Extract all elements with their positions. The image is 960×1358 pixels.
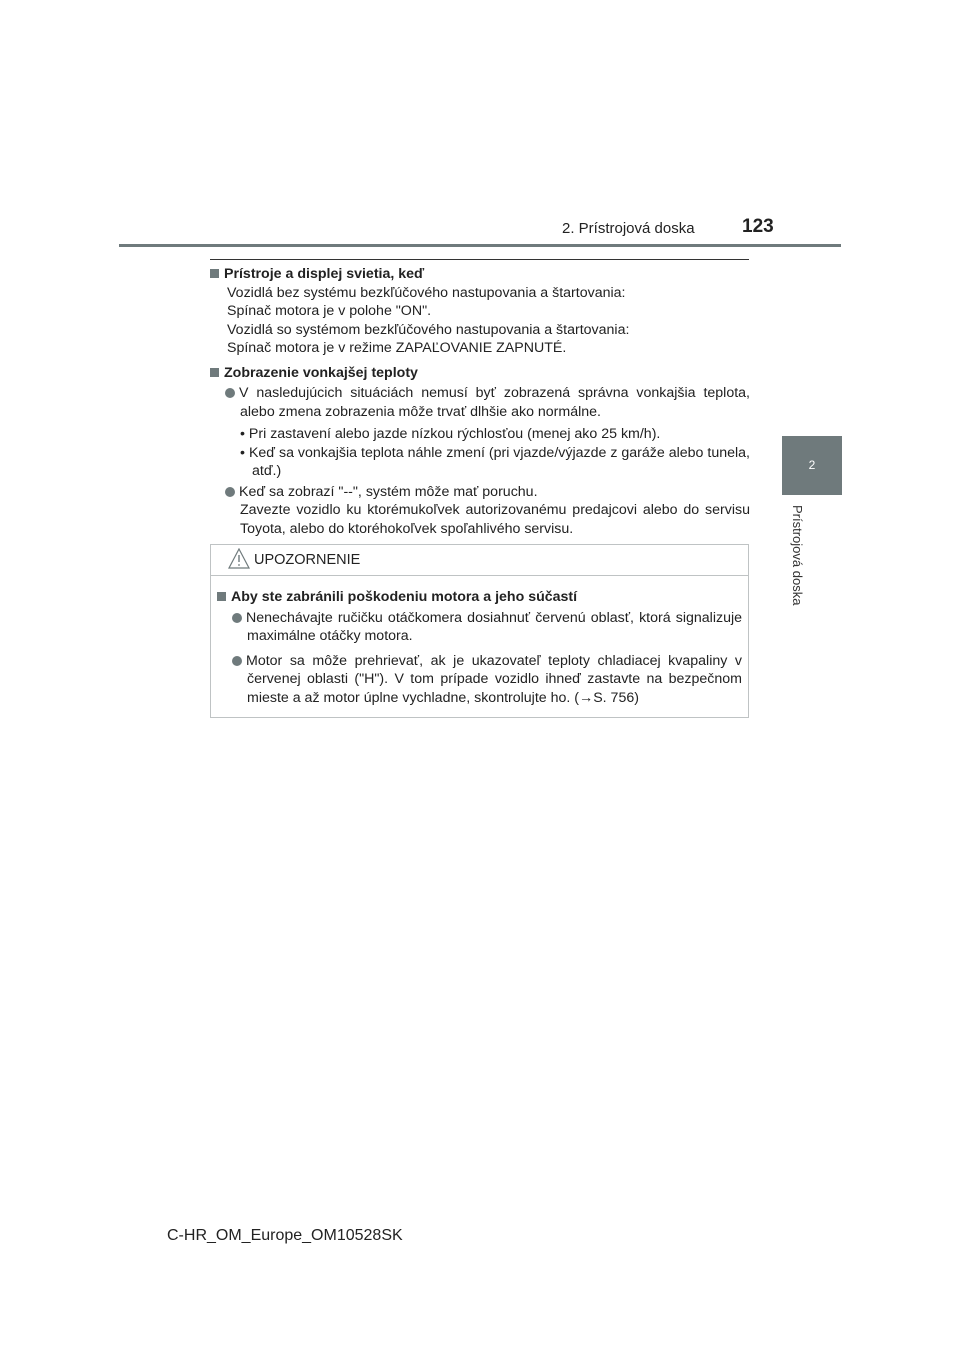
chapter-title: 2. Prístrojová doska [562, 220, 695, 237]
arrow-right-icon: → [579, 689, 594, 706]
body-line: Spínač motora je v režime ZAPAĽOVANIE ZAPNUTÉ. [227, 340, 567, 356]
list-item-text: V nasledujúcich situáciách nemusí byť zobrazená správna vonkajšia teplota, alebo zmena zobrazenia môže trvať dlhšie ako normálne. [239, 385, 750, 420]
caution-body [211, 576, 748, 707]
caution-item [217, 609, 742, 646]
section-heading [210, 265, 750, 284]
sub-list [210, 425, 750, 481]
section-heading-text: Zobrazenie vonkajšej teploty [224, 364, 418, 381]
list-item [210, 384, 750, 421]
body-line: Spínač motora je v polohe "ON". [227, 303, 432, 319]
page-number: 123 [742, 216, 774, 237]
caution-item-text: Nenechávajte ručičku otáčkomera dosiahnuť červenú oblasť, ktorá signalizuje maximálne otáčky motora. [246, 609, 742, 644]
main-content [210, 265, 750, 538]
chapter-tab-number: 2 [808, 458, 816, 472]
section-body [210, 284, 750, 358]
circle-bullet-icon [225, 487, 235, 497]
caution-item-text: Motor sa môže prehrievať, ak je ukazovateľ teploty chladiacej kvapaliny v červenej oblasti ("H"). V tom prípade vozidlo ihneď zastavte na bezpečnom mieste a až motor úplne vychladne, skontrolujte ho. [246, 652, 742, 706]
content-rule [210, 259, 749, 260]
chapter-tab [782, 436, 842, 495]
caution-title: UPOZORNENIE [254, 552, 361, 568]
list-item-text: Keď sa zobrazí "--", systém môže mať poruchu. [239, 483, 538, 500]
list-item [210, 483, 750, 539]
caution-box [210, 544, 749, 718]
caution-heading [217, 588, 742, 607]
square-bullet-icon [210, 368, 219, 377]
header-rule [119, 244, 841, 247]
caution-item: Motor sa môže prehrievať, ak je ukazovateľ teploty chladiacej kvapaliny v červenej oblasti ("H"). V tom prípade vozidlo ihneď zastavte na bezpečnom mieste a až motor úplne vychladne, skontrolujte ho. (→S. 756) [217, 652, 742, 708]
document-id: C-HR_OM_Europe_OM10528SK [167, 1227, 403, 1244]
body-line: Vozidlá bez systému bezkľúčového nastupovania a štartovania: [227, 284, 626, 301]
chapter-tab-label: Prístrojová doska [790, 505, 805, 606]
square-bullet-icon [210, 269, 219, 278]
circle-bullet-icon [225, 388, 235, 398]
page-reference-link[interactable]: S. 756 [593, 689, 635, 706]
body-line: Vozidlá so systémom bezkľúčového nastupovania a štartovania: [227, 321, 630, 338]
warning-triangle-icon [228, 548, 250, 570]
sub-list-item-text: Pri zastavení alebo jazde nízkou rýchlosťou (menej ako 25 km/h). [248, 426, 661, 442]
sub-list-item: • Pri zastavení alebo jazde nízkou rýchlosťou (menej ako 25 km/h). [240, 426, 661, 442]
circle-bullet-icon [232, 656, 242, 666]
caution-header [211, 545, 748, 576]
circle-bullet-icon [232, 613, 242, 623]
caution-heading-text: Aby ste zabránili poškodeniu motora a jeho súčastí [231, 589, 578, 605]
square-bullet-icon [217, 592, 226, 601]
sub-list-item-text: Keď sa vonkajšia teplota náhle zmení (pri vjazde/výjazde z garáže alebo tunela, atď.) [248, 444, 750, 479]
list-item-text: Zavezte vozidlo ku ktorémukoľvek autorizovanému predajcovi alebo do servisu Toyota, alebo do ktoréhokoľvek spoľahlivého servisu. [240, 502, 750, 537]
section-heading [210, 364, 750, 383]
section-heading-text: Prístroje a displej svietia, keď [224, 266, 425, 282]
sub-list-item: • Keď sa vonkajšia teplota náhle zmení (pri vjazde/výjazde z garáže alebo tunela, atď.) [240, 444, 750, 479]
